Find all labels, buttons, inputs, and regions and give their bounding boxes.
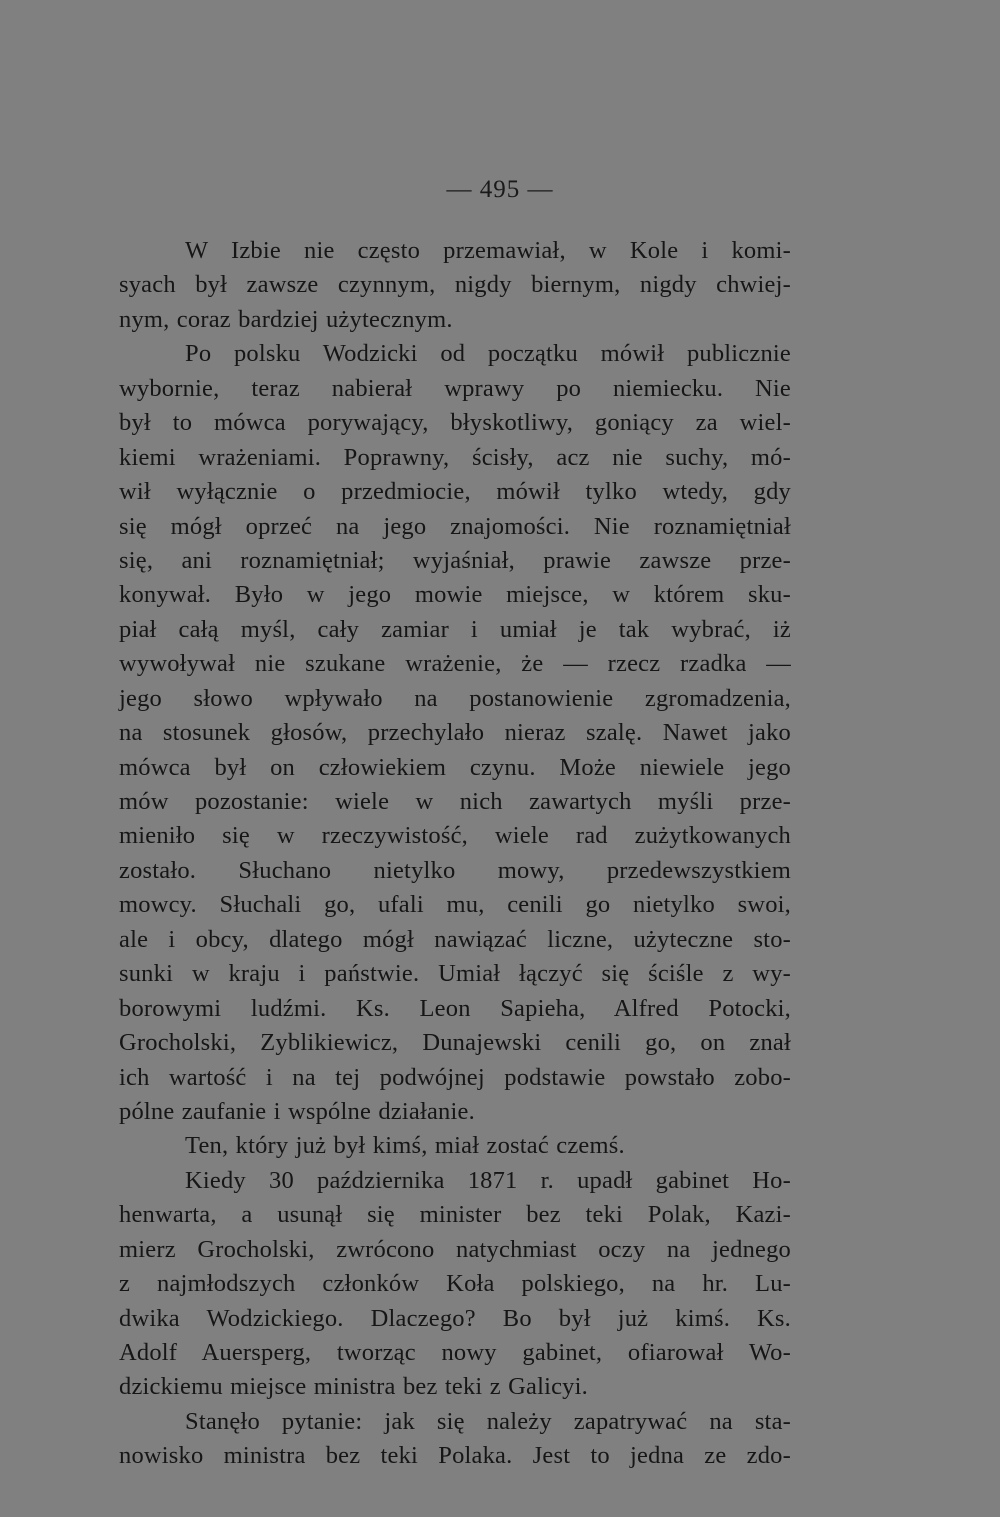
text-line: Stanęło pytanie: jak się należy zapatrywać na sta- [185,1407,791,1435]
text-line: wywoływał nie szukane wrażenie, że — rzecz rzadka — [119,650,791,678]
text-line: borowymi ludźmi. Ks. Leon Sapieha, Alfred Potocki, [119,994,791,1022]
text-line: syach był zawsze czynnym, nigdy biernym, nigdy chwiej- [119,271,791,299]
text-line: Grocholski, Zyblikiewicz, Dunajewski cenili go, on znał [119,1029,791,1057]
text-line: kiemi wrażeniami. Poprawny, ścisły, acz nie suchy, mó- [119,443,791,471]
text-line: się, ani roznamiętniał; wyjaśniał, prawie zawsze prze- [119,546,791,574]
text-body [119,234,791,1474]
text-line: Ten, który już był kimś, miał zostać czemś. [185,1132,625,1160]
text-line: Kiedy 30 października 1871 r. upadł gabinet Ho- [185,1166,791,1194]
text-line: z najmłodszych członków Koła polskiego, na hr. Lu- [119,1270,791,1298]
text-line: mieniło się w rzeczywistość, wiele rad zużytkowanych [119,822,791,850]
text-line: na stosunek głosów, przechylało nieraz szalę. Nawet jako [119,719,791,747]
text-line: ich wartość i na tej podwójnej podstawie powstało zobo- [119,1063,791,1091]
text-line: konywał. Było w jego mowie miejsce, w którem sku- [119,581,791,609]
text-line: mowcy. Słuchali go, ufali mu, cenili go nietylko swoi, [119,891,791,919]
text-line: nym, coraz bardziej użytecznym. [119,305,453,333]
text-line: dzickiemu miejsce ministra bez teki z Galicyi. [119,1373,588,1401]
text-line: był to mówca porywający, błyskotliwy, goniący za wiel- [119,409,791,437]
text-line: dwika Wodzickiego. Dlaczego? Bo był już kimś. Ks. [119,1304,791,1332]
text-line: W Izbie nie często przemawiał, w Kole i komi- [185,237,791,264]
page-number: — 495 — [446,176,554,203]
text-line: mierz Grocholski, zwrócono natychmiast oczy na jednego [119,1235,791,1263]
text-line: mów pozostanie: wiele w nich zawartych myśli prze- [119,788,791,815]
text-line: henwarta, a usunął się minister bez teki Polak, Kazi- [119,1201,791,1229]
text-line: wił wyłącznie o przedmiocie, mówił tylko wtedy, gdy [119,478,791,506]
text-line: sunki w kraju i państwie. Umiał łączyć się ściśle z wy- [119,960,791,988]
text-line: nowisko ministra bez teki Polaka. Jest to jedna ze zdo- [119,1442,791,1470]
text-line: ale i obcy, dlatego mógł nawiązać liczne, użyteczne sto- [119,925,791,953]
text-line: pólne zaufanie i wspólne działanie. [119,1097,475,1125]
text-line: wybornie, teraz nabierał wprawy po niemiecku. Nie [119,374,791,402]
text-line: piał całą myśl, cały zamiar i umiał je tak wybrać, iż [119,615,791,643]
text-line: mówca był on człowiekiem czynu. Może niewiele jego [119,753,791,781]
text-line: Adolf Auersperg, tworząc nowy gabinet, ofiarował Wo- [119,1339,791,1366]
text-line: zostało. Słuchano nietylko mowy, przedewszystkiem [119,856,791,884]
text-line: się mógł oprzeć na jego znajomości. Nie roznamiętniał [119,512,791,540]
text-line: Po polsku Wodzicki od początku mówił publicznie [185,340,791,368]
text-line: jego słowo wpływało na postanowienie zgromadzenia, [119,684,791,712]
